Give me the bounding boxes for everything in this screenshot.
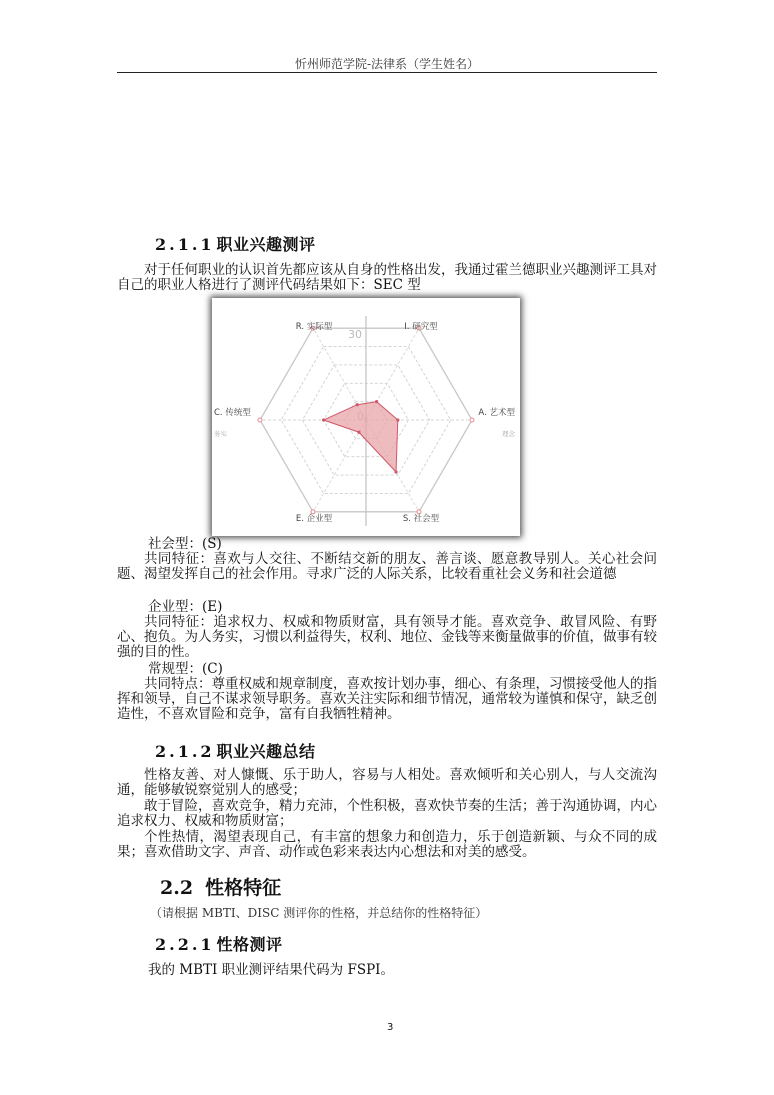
section-number: 2.2 [160,877,194,899]
radar-axis-label: A. 艺术型 [478,408,515,418]
social-type-text: 共同特征：喜欢与人交往、不断结交新的朋友、善言谈、愿意教导别人。关心社会问题、渴望发挥自己的社会作用。寻求广泛的人际关系，比较看重社会义务和社会道德 [117,551,657,582]
section-heading-2-1-2 [155,739,316,762]
radar-axis-label: C. 传统型 [214,408,251,418]
mbti-result: 我的 MBTI 职业测评结果代码为 FSPI。 [148,962,394,978]
radar-data-point [375,400,378,403]
radar-data-point [396,418,399,421]
section-number: 2.1.1 [155,235,215,254]
summary-paragraph-3: 个性热情，渴望表现自己，有丰富的想象力和创造力，乐于创造新颖、与众不同的成果；喜欢借助文字、声音、动作或色彩来表达内心想法和对美的感受。 [117,829,657,860]
conventional-type-label: 常规型：(C) [148,661,223,677]
section-heading-2-2-1 [155,932,283,955]
holland-radar-chart [212,298,520,536]
section-title: 职业兴趣总结 [216,742,316,761]
page-number: 3 [387,1022,394,1033]
radar-axis-label: I. 研究型 [404,322,438,332]
section-heading-2-1-1 [155,232,316,255]
radar-data-area [324,402,398,472]
summary-paragraph-1: 性格友善、对人慷慨、乐于助人，容易与人相处。喜欢倾听和关心别人，与人交流沟通，能够敏锐察觉别人的感受； [117,767,657,798]
radar-side-label-right: 理念 [502,430,515,438]
radar-data-point [357,431,360,434]
social-type-label: 社会型：(S) [148,536,222,552]
radar-svg [212,298,520,536]
radar-scale-max: 30 [348,328,362,341]
section-title: 性格测评 [216,935,283,954]
summary-paragraph-2: 敢于冒险，喜欢竞争，精力充沛，个性积极，喜欢快节奏的生活；善于沟通协调，内心追求权力、权威和物质财富； [117,798,657,829]
radar-vertex-marker [470,418,474,422]
instruction-note: （请根据 MBTI、DISC 测评你的性格，并总结你的性格特征） [150,906,488,920]
radar-data-point [356,403,359,406]
radar-axis-label: S. 社会型 [402,514,440,524]
header-divider [117,72,657,73]
radar-data-point [394,470,397,473]
conventional-type-text: 共同特点：尊重权威和规章制度，喜欢按计划办事，细心、有条理，习惯接受他人的指挥和领导，自己不谋求领导职务。喜欢关注实际和细节情况，通常较为谨慎和保守，缺乏创造性，不喜欢冒险和竞争，富有自我牺牲精神。 [117,676,657,722]
radar-axis-label: R. 实际型 [295,322,333,332]
radar-side-label-left: 务实 [214,430,227,438]
radar-vertex-marker [258,418,262,422]
section-heading-2-2 [160,873,281,900]
section-number: 2.2.1 [155,935,215,954]
section-title: 职业兴趣测评 [216,235,316,254]
intro-paragraph: 对于任何职业的认识首先都应该从自身的性格出发，我通过霍兰德职业兴趣测评工具对自己的职业人格进行了测评代码结果如下：SEC 型 [117,262,657,293]
enterprise-type-text: 共同特征：追求权力、权威和物质财富，具有领导才能。喜欢竞争、敢冒风险、有野心、抱负。为人务实，习惯以利益得失，权利、地位、金钱等来衡量做事的价值，做事有较强的目的性。 [117,614,657,660]
radar-data-point [322,418,325,421]
radar-spoke [313,420,366,512]
enterprise-type-label: 企业型：(E) [148,599,223,615]
page-header: 忻州师范学院-法律系（学生姓名） [294,57,480,71]
section-title: 性格特征 [205,877,282,899]
radar-axis-label: E. 企业型 [295,514,333,524]
section-number: 2.1.2 [155,742,215,761]
